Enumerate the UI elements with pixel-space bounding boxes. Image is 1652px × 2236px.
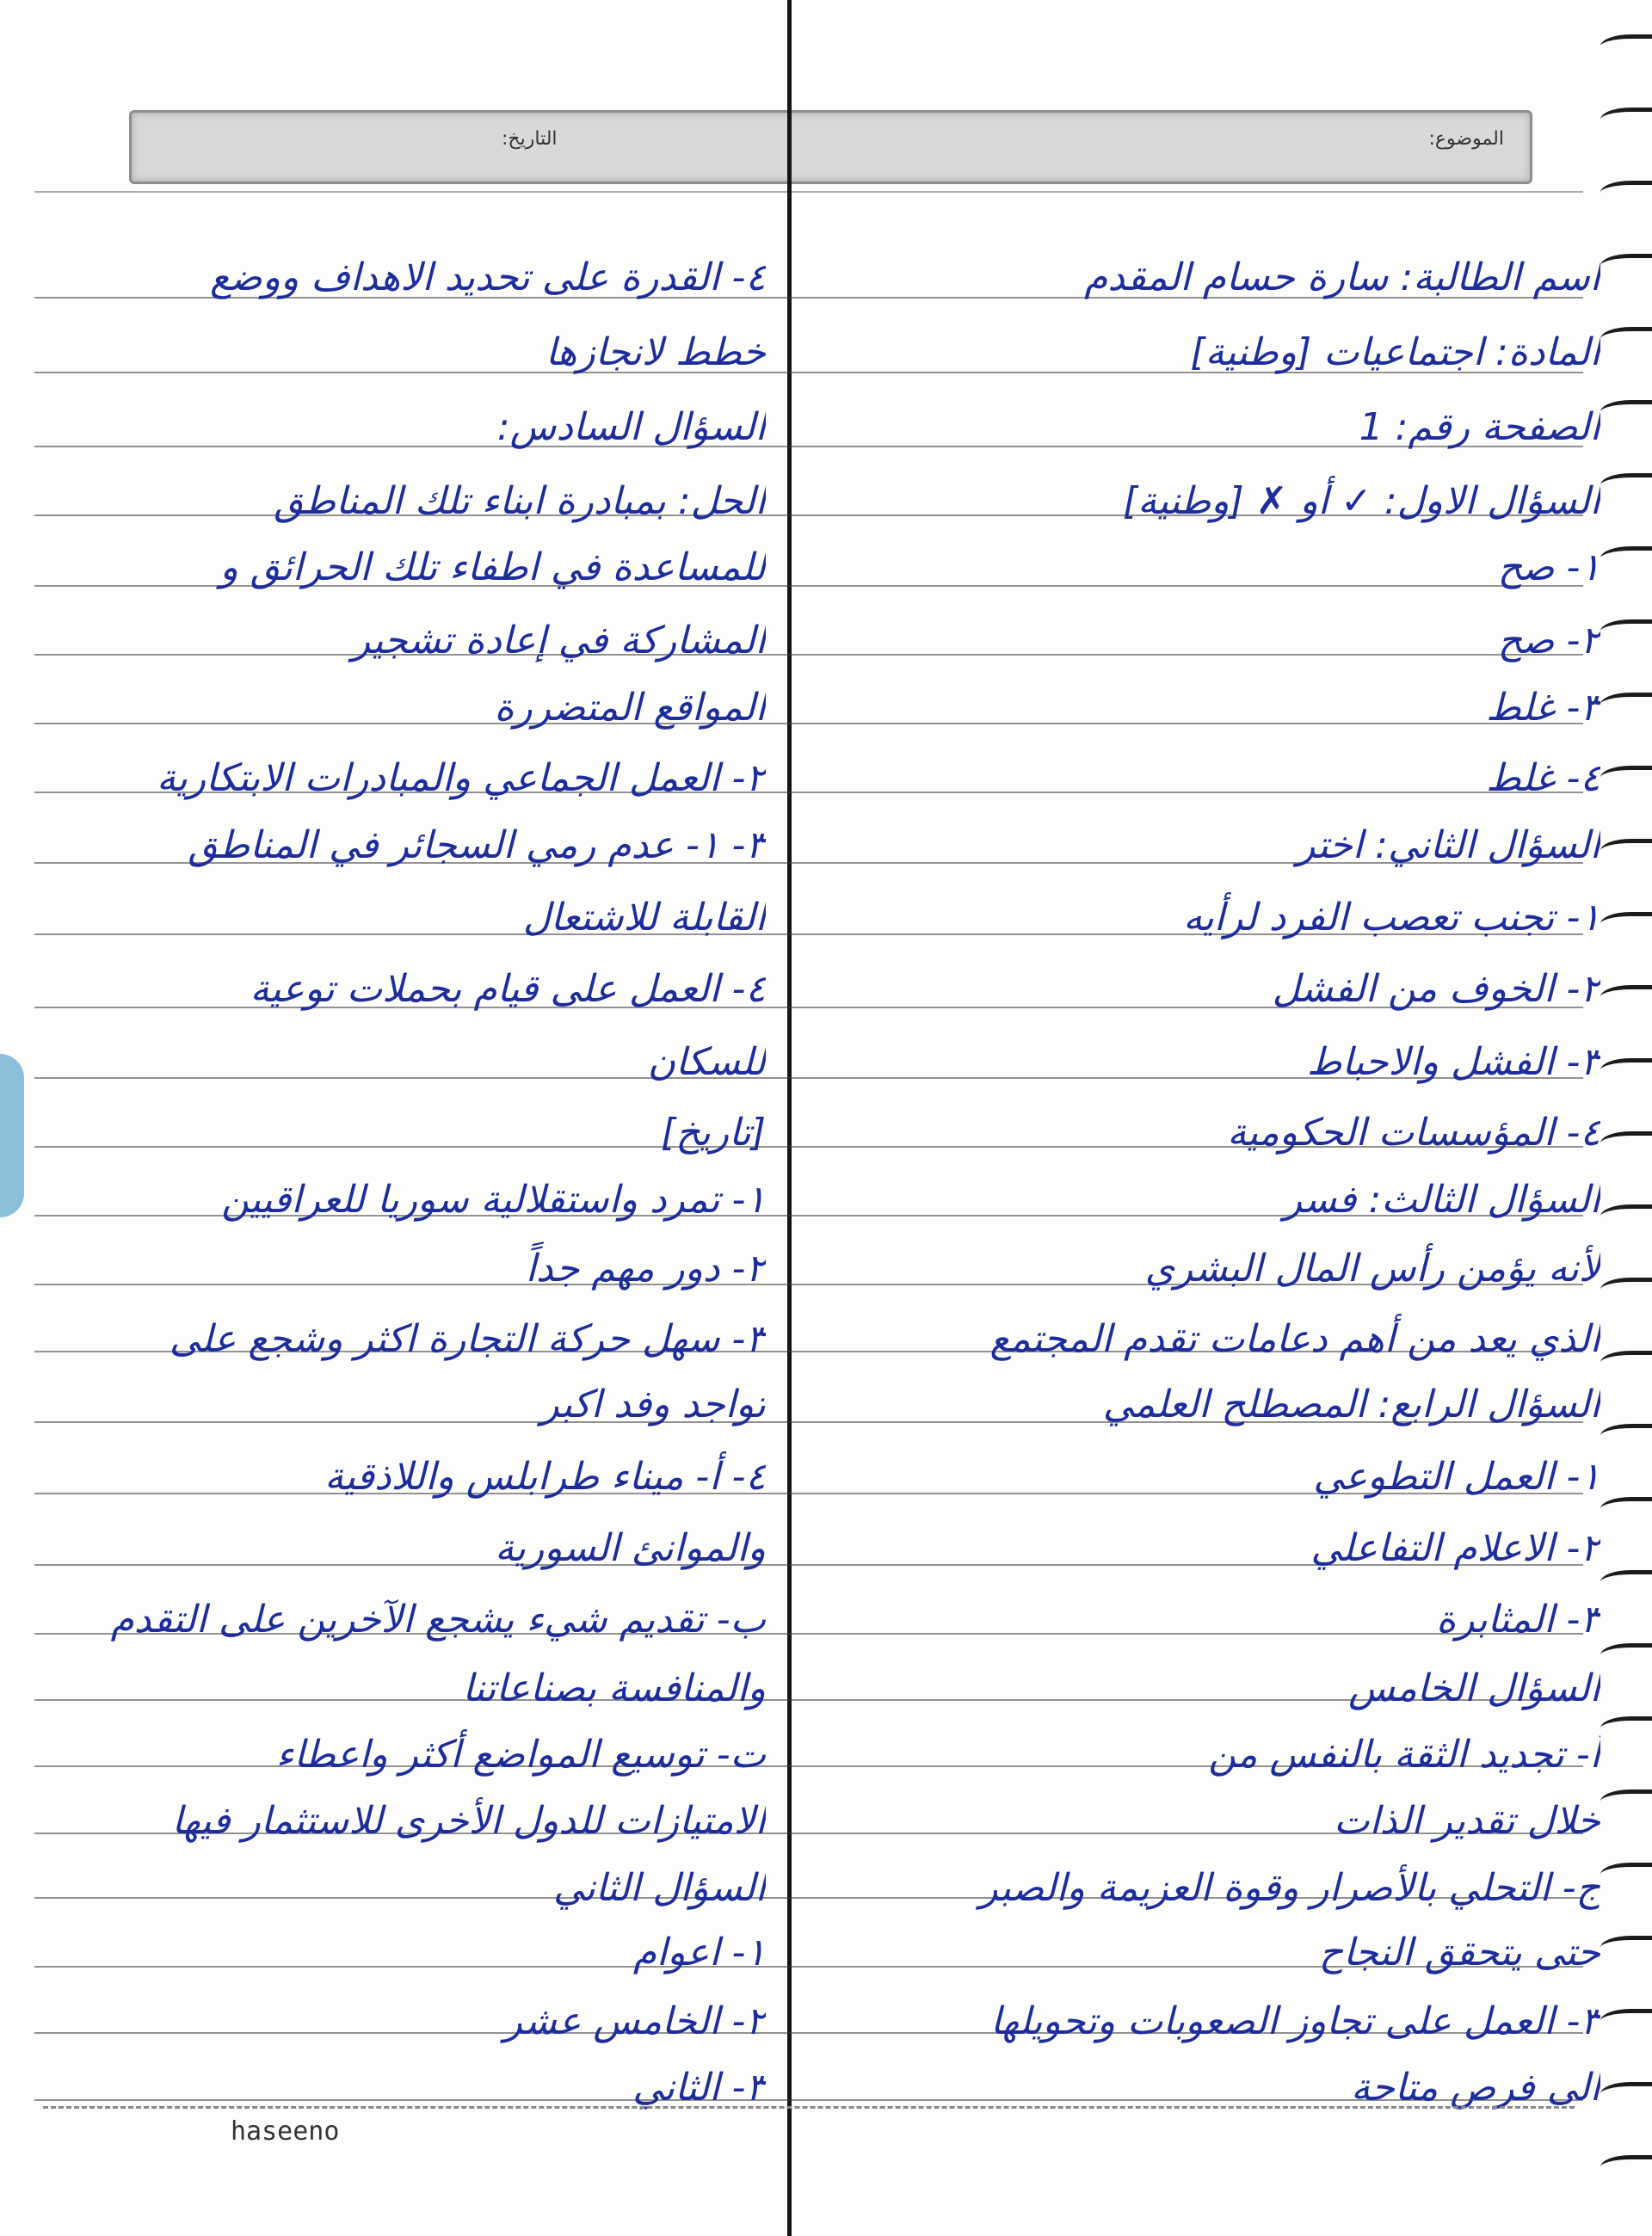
right-line-22: أ- تجديد الثقة بالنفس من [1208, 1733, 1600, 1777]
spiral-ring [1600, 400, 1652, 420]
right-line-7: ٣- غلط [1486, 686, 1600, 730]
left-line-22: ت- توسيع المواضع أكثر واعطاء [275, 1733, 766, 1777]
spiral-ring [1600, 2009, 1652, 2029]
spiral-ring [1600, 619, 1652, 639]
right-line-8: ٤- غلط [1486, 756, 1600, 800]
right-line-20: ٣- المثابرة [1436, 1598, 1600, 1642]
left-line-4: الحل: بمبادرة ابناء تلك المناطق [274, 479, 766, 523]
spiral-ring [1600, 766, 1652, 785]
header-band [129, 110, 1532, 184]
right-line-5: ١- صح [1497, 545, 1600, 589]
spiral-ring [1600, 1570, 1652, 1590]
right-line-15: لأنه يؤمن رأس المال البشري [1144, 1247, 1600, 1290]
right-line-21: السؤال الخامس [1348, 1666, 1600, 1710]
spiral-ring [1600, 2155, 1652, 2175]
spiral-ring [1600, 34, 1652, 54]
left-line-21: والمنافسة بصناعاتنا [462, 1666, 766, 1710]
left-line-26: ٢- الخامس عشر [503, 1999, 766, 2043]
spiral-ring [1600, 1863, 1652, 1882]
left-line-1: ٤- القدرة على تحديد الاهداف ووضع [209, 256, 766, 299]
left-line-25: ١- اعوام [632, 1931, 766, 1974]
left-line-13: [تاريخ] [661, 1111, 766, 1155]
right-line-9: السؤال الثاني: اختر [1297, 823, 1600, 867]
right-line-16: الذي يعد من أهم دعامات تقدم المجتمع [989, 1317, 1600, 1361]
spiral-ring [1600, 912, 1652, 932]
spiral-ring [1600, 1789, 1652, 1809]
left-line-20: ب- تقديم شيء يشجع الآخرين على التقدم [110, 1598, 766, 1642]
left-line-6: المشاركة في إعادة تشجير [351, 619, 766, 662]
date-label: التاريخ: [502, 128, 558, 150]
left-line-8: ٢- العمل الجماعي والمبادرات الابتكارية [156, 756, 766, 800]
spiral-ring [1600, 473, 1652, 493]
right-line-1: اسم الطالبة: سارة حسام المقدم [1084, 256, 1600, 299]
spiral-ring [1600, 1936, 1652, 1956]
right-line-11: ٢- الخوف من الفشل [1272, 967, 1600, 1011]
left-line-5: للمساعدة في اطفاء تلك الحرائق و [219, 545, 766, 589]
spiral-ring [1600, 2082, 1652, 2102]
spiral-ring [1600, 1058, 1652, 1078]
left-line-3: السؤال السادس: [496, 405, 766, 449]
ruler-line [34, 191, 1583, 193]
spiral-ring [1600, 1424, 1652, 1444]
left-line-9: ٣- ١- عدم رمي السجائر في المناطق [188, 823, 766, 867]
left-line-12: للسكان [647, 1040, 766, 1084]
left-line-7: المواقع المتضررة [494, 686, 766, 730]
left-line-2: خطط لانجازها [545, 330, 766, 374]
left-line-24: السؤال الثاني [552, 1866, 766, 1910]
right-line-6: ٢- صح [1497, 619, 1600, 662]
right-line-3: الصفحة رقم: 1 [1359, 405, 1600, 449]
right-line-19: ٢- الاعلام التفاعلي [1310, 1526, 1600, 1570]
left-line-15: ٢- دور مهم جداً [525, 1247, 766, 1290]
left-line-18: ٤- أ- ميناء طرابلس واللاذقية [324, 1455, 766, 1499]
left-line-19: والموانئ السورية [495, 1526, 766, 1570]
left-line-17: تواجد وفد اكبر [540, 1383, 766, 1426]
spiral-ring [1600, 1716, 1652, 1736]
right-line-12: ٣- الفشل والاحباط [1306, 1040, 1600, 1084]
footer-dashed-line [43, 2106, 1575, 2109]
right-line-27: الى فرص متاحة [1351, 2066, 1600, 2110]
right-line-18: ١- العمل التطوعي [1313, 1455, 1600, 1499]
spiral-ring [1600, 327, 1652, 347]
spiral-ring [1600, 985, 1652, 1005]
right-line-23: خلال تقدير الذات [1334, 1799, 1600, 1843]
footer-brand: haseeno [231, 2116, 340, 2147]
right-line-17: السؤال الرابع: المصطلح العلمي [1102, 1383, 1600, 1426]
right-line-26: ٣- العمل على تجاوز الصعوبات وتحويلها [989, 1999, 1600, 2043]
right-line-4: السؤال الاول: ✓ أو ✗ [وطنية] [1122, 479, 1600, 523]
center-fold-line [787, 0, 792, 2236]
subject-label: الموضوع: [1428, 128, 1504, 150]
right-line-10: ١- تجنب تعصب الفرد لرأيه [1183, 896, 1600, 939]
left-line-10: القابلة للاشتعال [522, 896, 766, 939]
spiral-ring [1600, 839, 1652, 859]
spiral-ring [1600, 1351, 1652, 1371]
right-line-13: ٤- المؤسسات الحكومية [1227, 1111, 1600, 1155]
spiral-ring [1600, 1643, 1652, 1663]
right-line-2: المادة: اجتماعيات [وطنية] [1190, 330, 1600, 374]
spiral-ring [1600, 693, 1652, 712]
right-line-14: السؤال الثالث: فسر [1283, 1178, 1600, 1222]
spiral-ring [1600, 1131, 1652, 1151]
left-line-23: الامتيازات للدول الأخرى للاستثمار فيها [171, 1799, 766, 1843]
spiral-ring [1600, 1497, 1652, 1517]
right-line-25: حتى يتحقق النجاح [1318, 1931, 1600, 1974]
left-line-14: ١- تمرد واستقلالية سوريا للعراقيين [221, 1178, 766, 1222]
spiral-ring [1600, 1278, 1652, 1297]
left-line-27: ٣- الثاني [632, 2066, 766, 2110]
right-line-24: ج- التحلي بالأصرار وقوة العزيمة والصبر [979, 1866, 1600, 1910]
spiral-ring [1600, 254, 1652, 274]
spiral-ring [1600, 1204, 1652, 1224]
left-line-16: ٣- سهل حركة التجارة اكثر وشجع على [169, 1317, 766, 1361]
left-line-11: ٤- العمل على قيام بحملات توعية [250, 967, 766, 1011]
spiral-ring [1600, 108, 1652, 127]
spiral-ring [1600, 181, 1652, 200]
spiral-ring [1600, 546, 1652, 566]
